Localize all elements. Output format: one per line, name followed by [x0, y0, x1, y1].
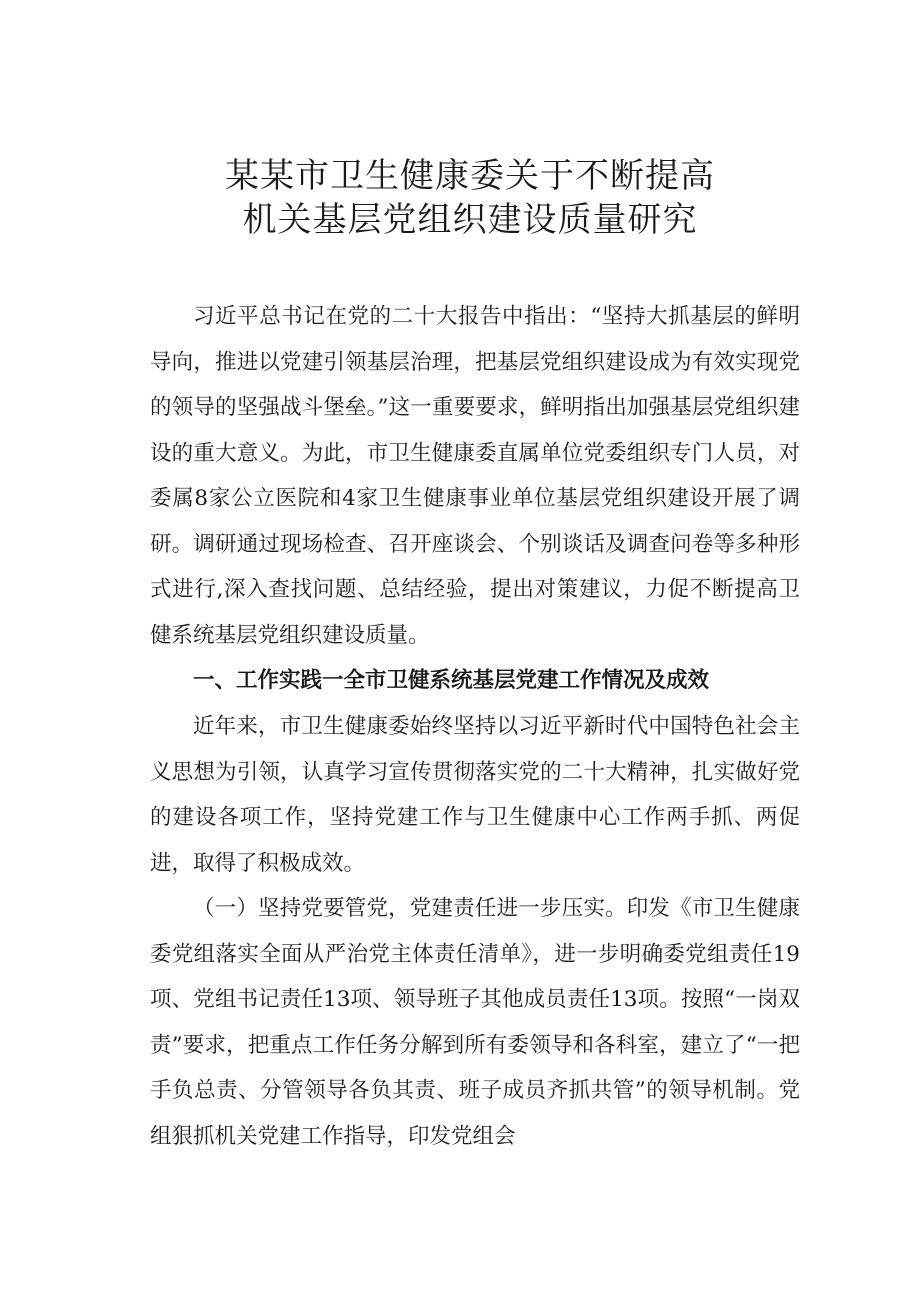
section-1-paragraph: 近年来，市卫生健康委始终坚持以习近平新时代中国特色社会主义思想为引领，认真学习宣传贯彻落实党的二十大精神，扎实做好党的建设各项工作，坚持党建工作与卫生健康中心工作两手抓、两促进，取得了积极成效。	[150, 714, 800, 876]
document-title	[140, 154, 800, 242]
title-line-1: 某某市卫生健康委关于不断提高	[225, 156, 715, 196]
document-body	[150, 294, 800, 1159]
subsection-1-paragraph: （一）坚持党要管党，党建责任进一步压实。印发《市卫生健康委党组落实全面从严治党主体责任清单》，进一步明确委党组责任19项、党组书记责任13项、领导班子其他成员责任13项。按照“一岗双责”要求，把重点工作任务分解到所有委领导和各科室，建立了“一把手负总责、分管领导各负其责、班子成员齐抓共管”的领导机制。党组狠抓机关党建工作指导，印发党组会	[150, 896, 800, 1149]
intro-paragraph: 习近平总书记在党的二十大报告中指出：“坚持大抓基层的鲜明导向，推进以党建引领基层治理，把基层党组织建设成为有效实现党的领导的坚强战斗堡垒。”这一重要要求，鲜明指出加强基层党组织建设的重大意义。为此，市卫生健康委直属单位党委组织专门人员，对委属8家公立医院和4家卫生健康事业单位基层党组织建设开展了调研。调研通过现场检查、召开座谈会、个别谈话及调查问卷等多种形式进行,深入查找问题、总结经验，提出对策建议，力促不断提高卫健系统基层党组织建设质量。	[150, 304, 800, 648]
title-line-2: 机关基层党组织建设质量研究	[242, 200, 698, 240]
section-heading-1: 一、工作实践一全市卫健系统基层党建工作情况及成效	[193, 668, 710, 693]
